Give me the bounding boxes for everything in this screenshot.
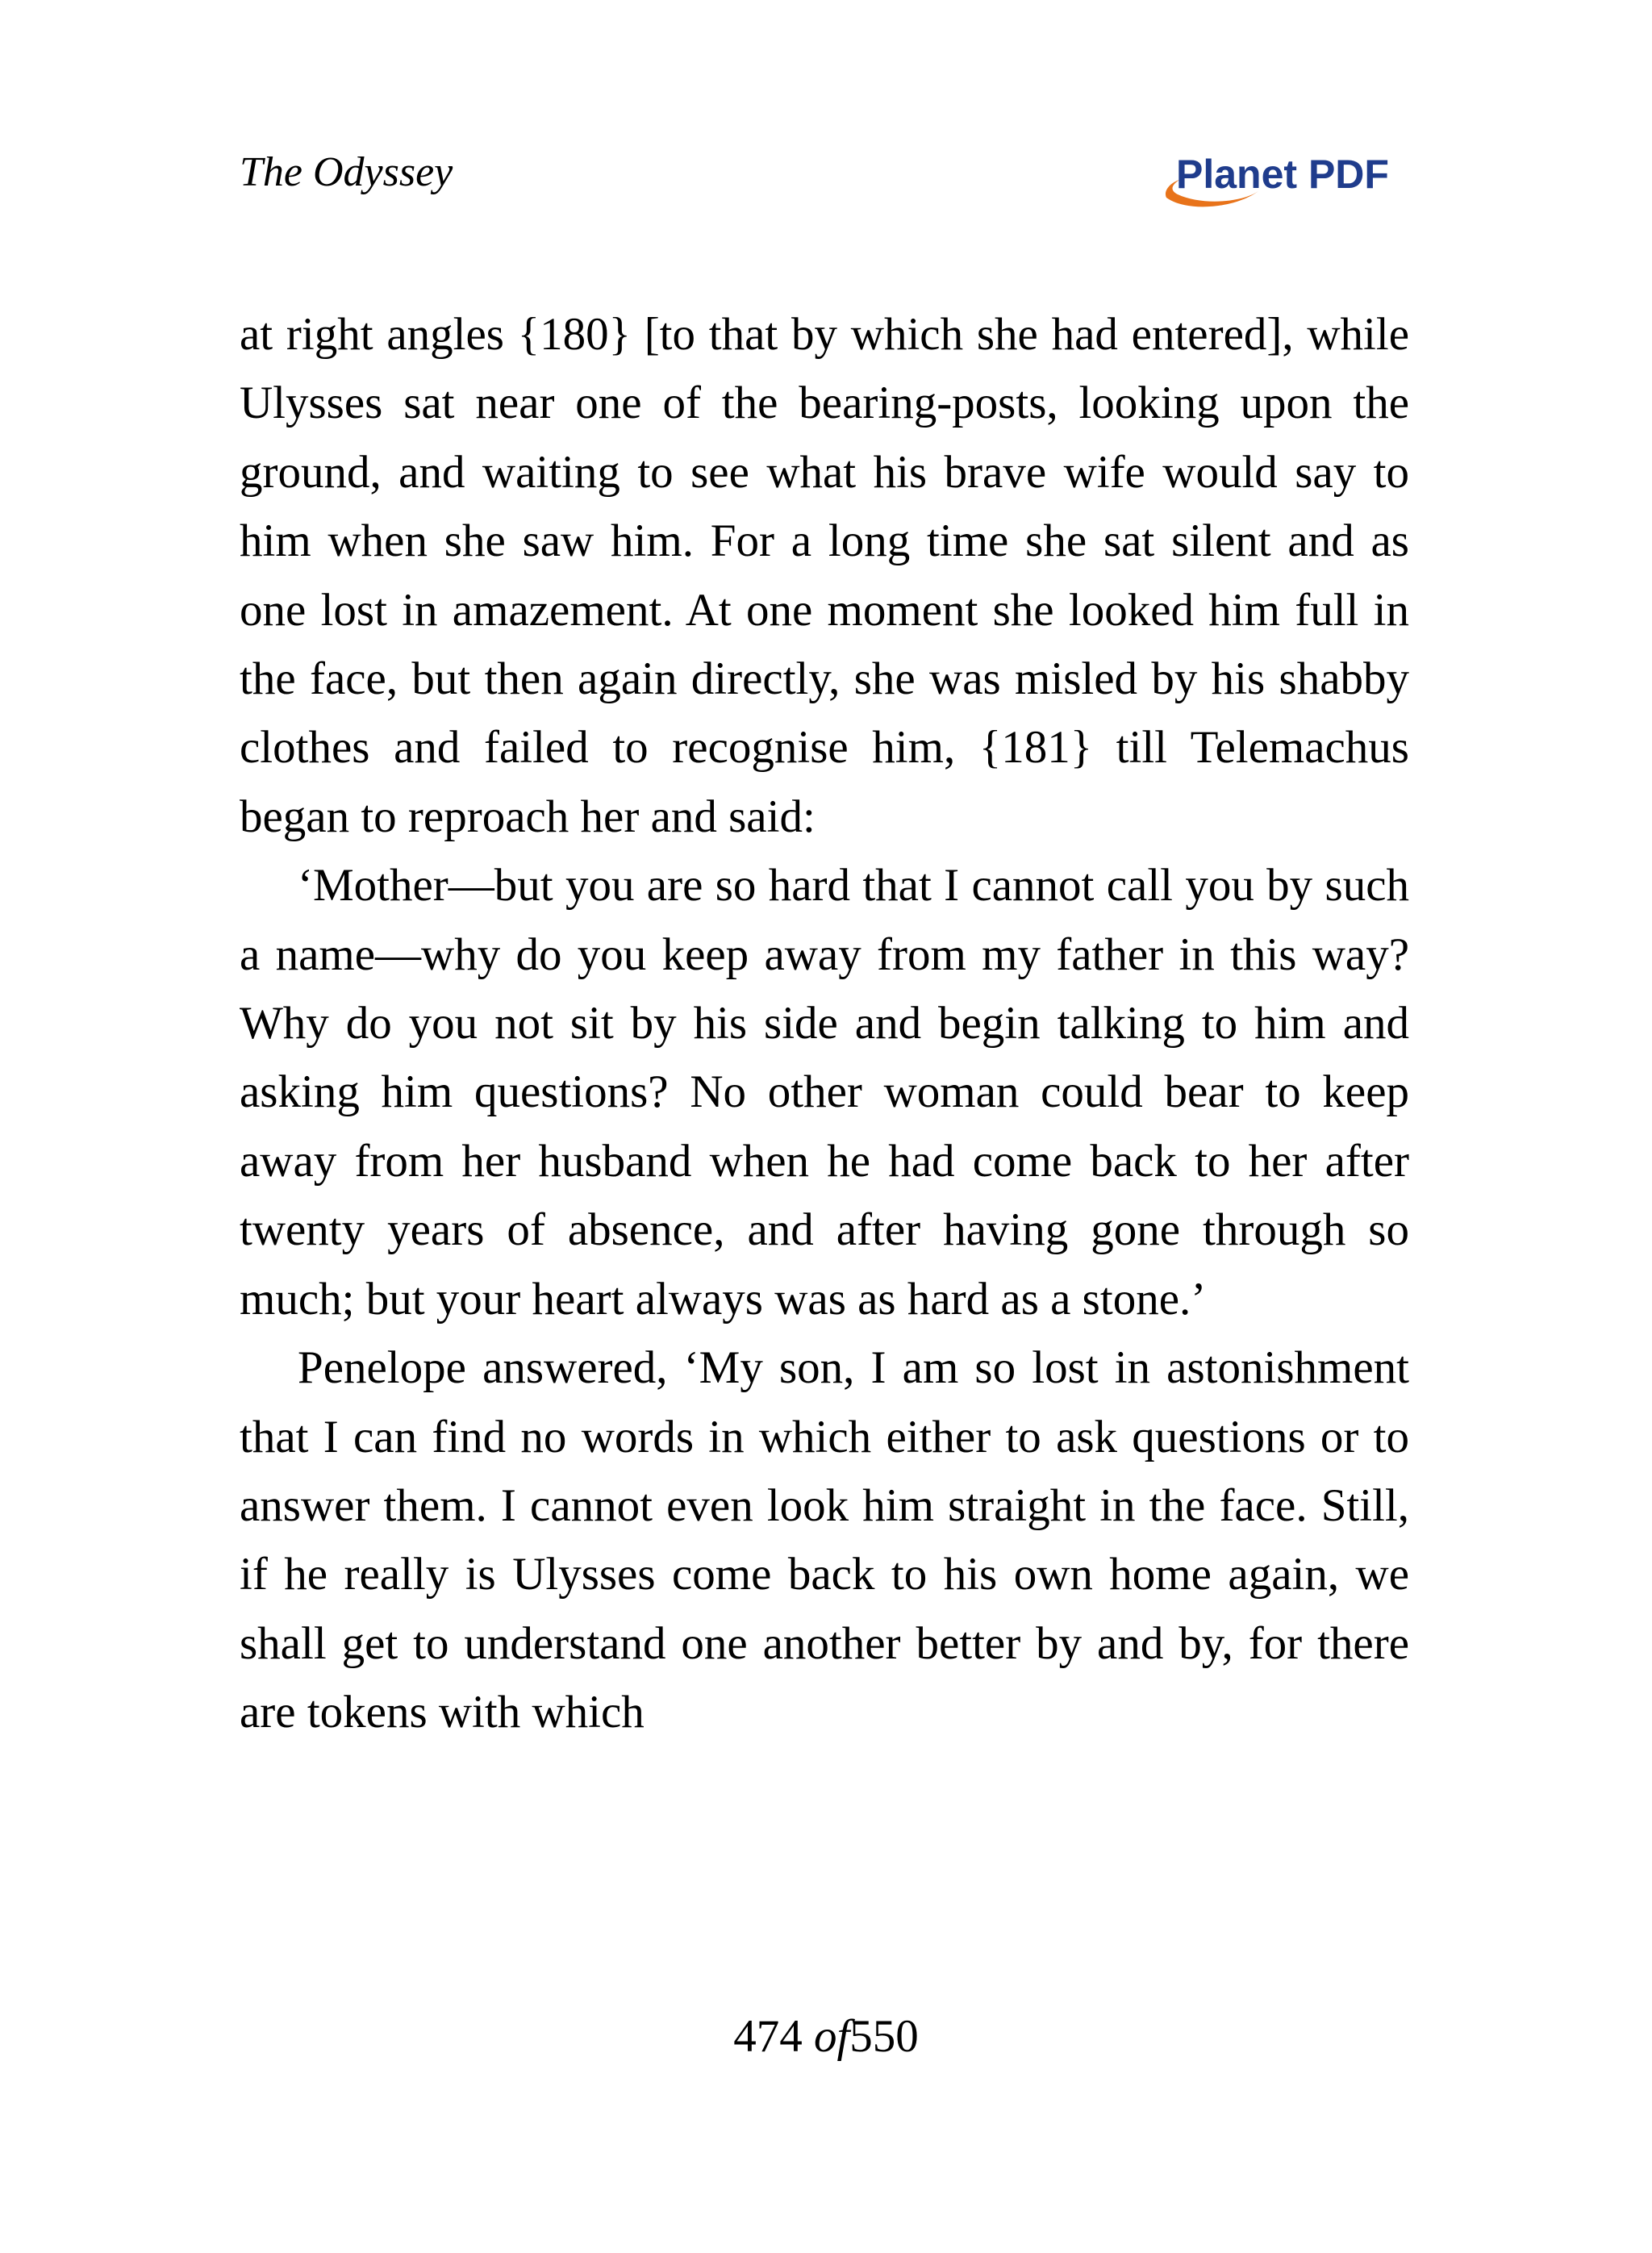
planet-pdf-logo [1162,149,1412,214]
of-label: of [813,2011,850,2062]
paragraph: ‘Mother—but you are so hard that I cannot call you by such a name—why do you keep away from my father in this way? Why do you not sit by his side and begin talking to him and asking him questions? No other woman could bear to keep away from her husband when he had come back to her after twenty years of absence, and after having gone through so much; but your heart always was as hard as a stone.’ [240,860,1409,1325]
book-title: The Odyssey [240,149,453,195]
paragraph: Penelope answered, ‘My son, I am so lost in astonishment that I can find no words in which either to ask questions or to answer them. I cannot even look him straight in the face. Still, if he really is Ulysses come back to his own home again, we shall get to understand one another better by and by, for there are tokens with which [240,1342,1409,1738]
page-body [240,300,1409,1747]
logo-text: Planet PDF [1176,152,1389,197]
current-page-number: 474 [733,2011,803,2062]
page-number [0,2011,1652,2062]
paragraph: at right angles {180} [to that by which she had entered], while Ulysses sat near one of the bearing-posts, looking upon the ground, and waiting to see what his brave wife would say to him when she saw him. For a long time she sat silent and as one lost in amazement. At one moment she looked him full in the face, but then again directly, she was misled by his shabby clothes and failed to recognise him, {181} till Telemachus began to reproach her and said: [240,309,1409,842]
total-pages: 550 [849,2011,919,2062]
